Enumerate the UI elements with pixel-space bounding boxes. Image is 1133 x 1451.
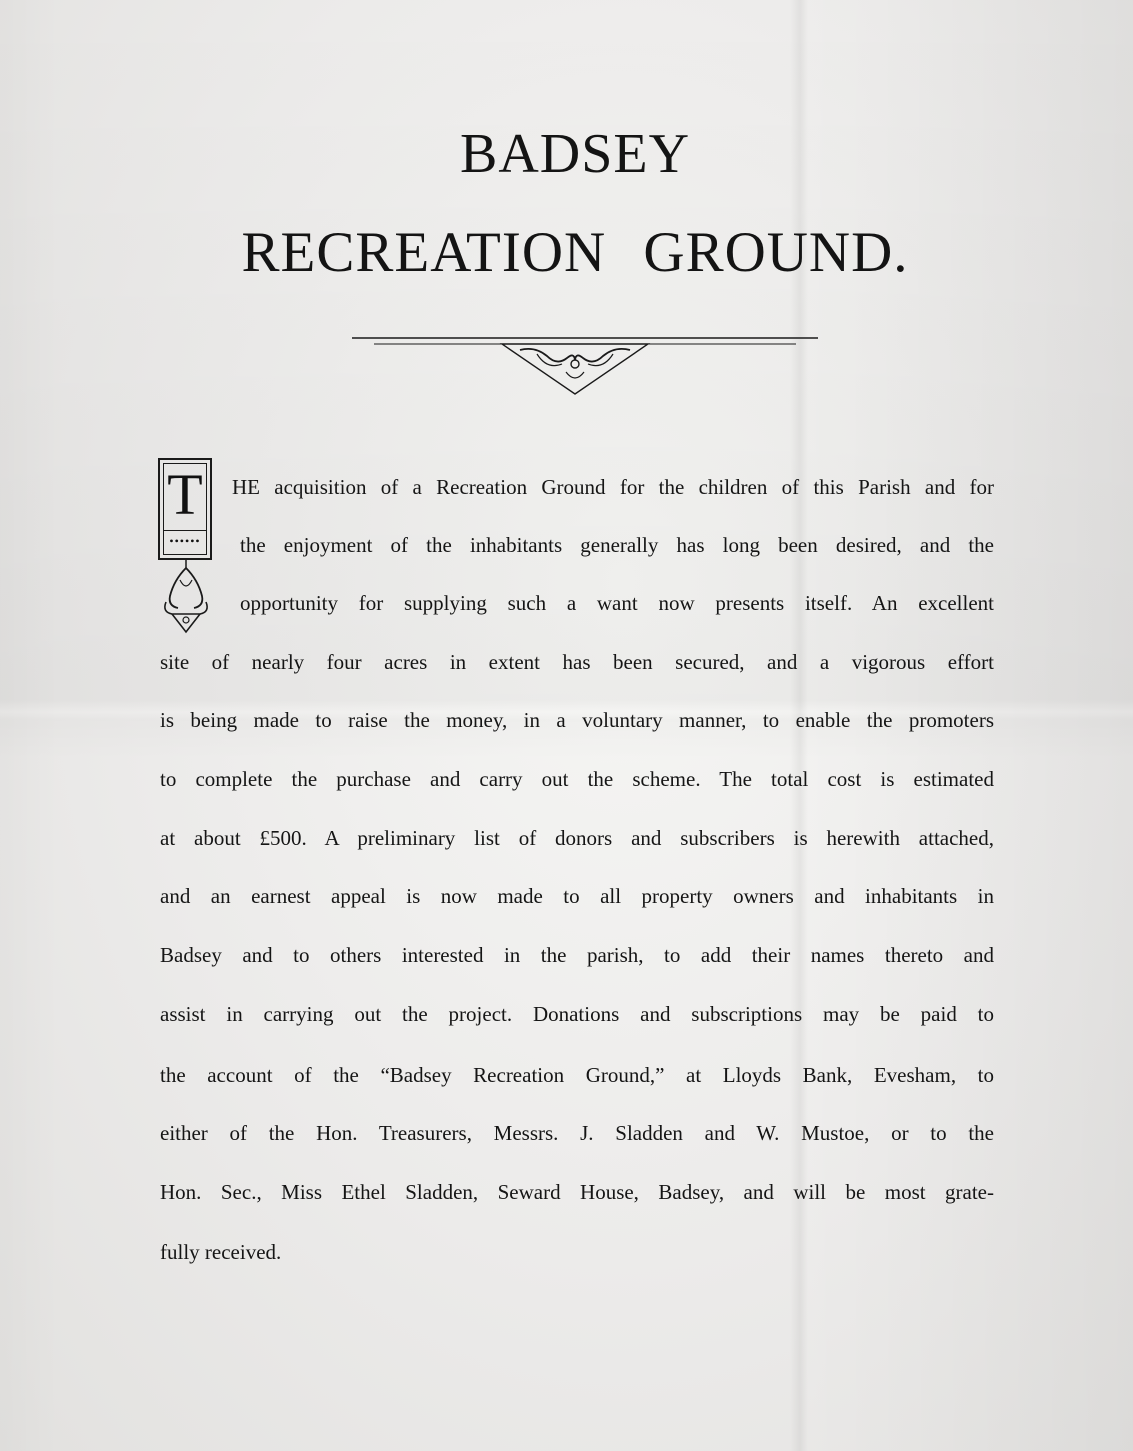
body-text-line: at about £500. A preliminary list of donors and subscribers is herewith attached, [160, 826, 994, 850]
ornament-divider-icon [352, 330, 818, 400]
flourish-icon [160, 558, 212, 634]
body-text-line: Hon. Sec., Miss Ethel Sladden, Seward House, Badsey, and will be most grate- [160, 1180, 994, 1204]
body-text-line: HE acquisition of a Recreation Ground for the children of this Parish and for [232, 475, 994, 499]
drop-cap [158, 458, 216, 633]
heading-line-2: RECREATION GROUND. [241, 221, 909, 284]
body-text-line: assist in carrying out the project. Donations and subscriptions may be paid to [160, 1002, 994, 1026]
body-text-line: Badsey and to others interested in the parish, to add their names thereto and [160, 943, 994, 967]
body-text-line: either of the Hon. Treasurers, Messrs. J. Sladden and W. Mustoe, or to the [160, 1121, 994, 1145]
drop-cap-dots: •••••• [164, 530, 206, 553]
body-text-line: the account of the “Badsey Recreation Ground,” at Lloyds Bank, Evesham, to [160, 1063, 994, 1087]
body-text-line: and an earnest appeal is now made to all property owners and inhabitants in [160, 884, 994, 908]
body-text-line: opportunity for supplying such a want now presents itself. An excellent [240, 591, 994, 615]
body-text-line: fully received. [160, 1240, 282, 1264]
body-text-line: site of nearly four acres in extent has been secured, and a vigorous effort [160, 650, 994, 674]
drop-cap-frame [158, 458, 212, 560]
drop-cap-letter: T [167, 462, 203, 527]
heading-line-1: BADSEY [459, 123, 691, 185]
body-text-line: to complete the purchase and carry out the scheme. The total cost is estimated [160, 767, 994, 791]
body-text-line: the enjoyment of the inhabitants generally has long been desired, and the [240, 533, 994, 557]
body-text-line: is being made to raise the money, in a voluntary manner, to enable the promoters [160, 708, 994, 732]
